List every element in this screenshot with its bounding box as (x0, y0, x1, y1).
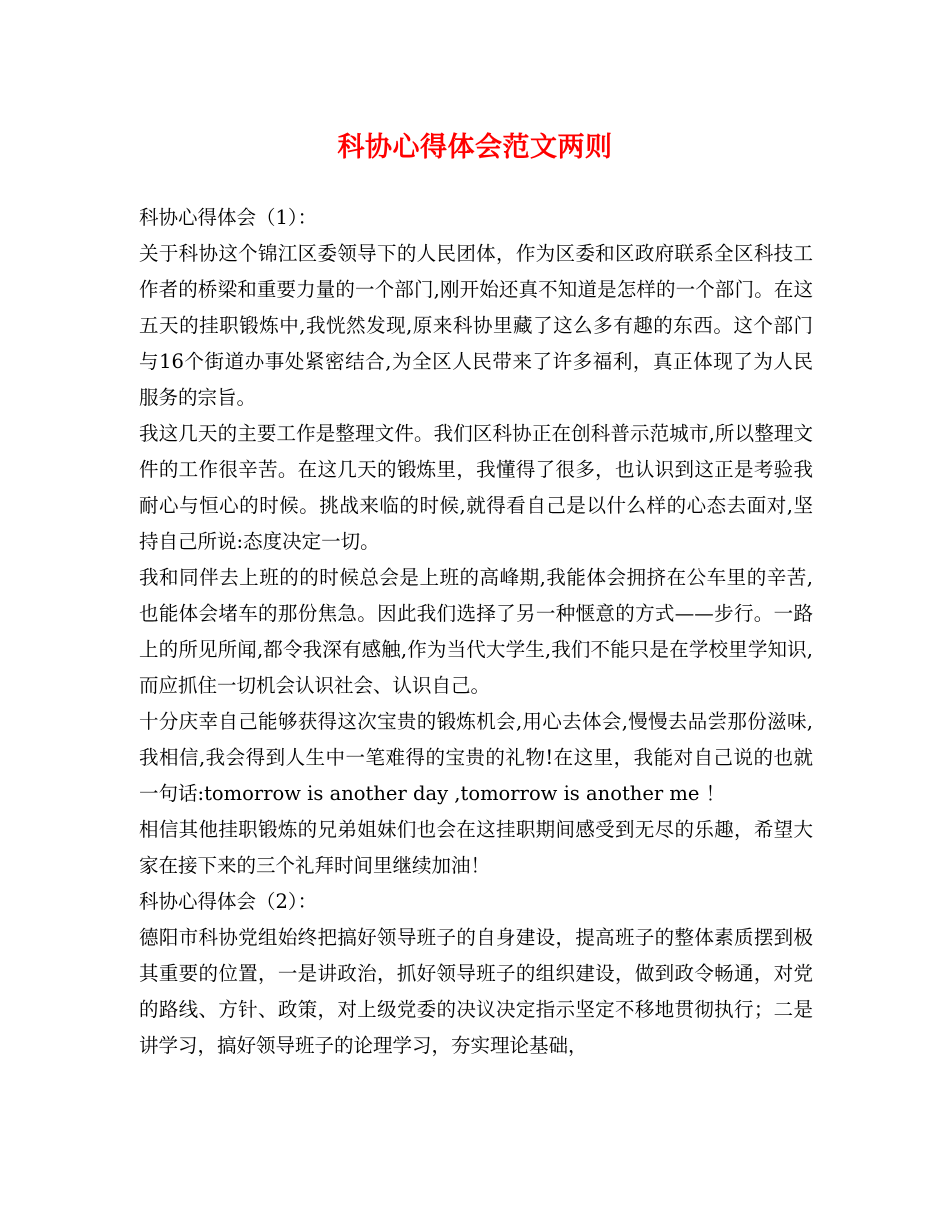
document-body (139, 200, 813, 1064)
paragraph: 我这几天的主要工作是整理文件。我们区科协正在创科普示范城市,所以整理文件的工作很辛苦。在这几天的锻炼里，我懂得了很多，也认识到这正是考验我耐心与恒心的时候。挑战来临的时候,就得看自己是以什么样的心态去面对,坚持自己所说:态度决定一切。 (139, 422, 813, 553)
paragraph: 我和同伴去上班的的时候总会是上班的高峰期,我能体会拥挤在公车里的辛苦,也能体会堵车的那份焦急。因此我们选择了另一种惬意的方式——步行。一路上的所见所闻,都令我深有感触,作为当代大学生,我们不能只是在学校里学知识,而应抓住一切机会认识社会、认识自己。 (139, 566, 813, 697)
paragraph: 德阳市科协党组始终把搞好领导班子的自身建设，提高班子的整体素质摆到极其重要的位置，一是讲政治，抓好领导班子的组织建设，做到政令畅通，对党的路线、方针、政策，对上级党委的决议决定指示坚定不移地贯彻执行；二是讲学习，搞好领导班子的论理学习，夯实理论基础， (139, 926, 813, 1057)
paragraph: 相信其他挂职锻炼的兄弟姐妹们也会在这挂职期间感受到无尽的乐趣，希望大家在接下来的三个礼拜时间里继续加油！ (139, 818, 813, 877)
heading-part-1: 科协心得体会（1）： (139, 206, 318, 229)
document-title: 科协心得体会范文两则 (337, 132, 613, 163)
heading-part-2: 科协心得体会（2）： (139, 890, 318, 913)
paragraph: 关于科协这个锦江区委领导下的人民团体，作为区委和区政府联系全区科技工作者的桥梁和重要力量的一个部门,刚开始还真不知道是怎样的一个部门。在这五天的挂职锻炼中,我恍然发现,原来科协里藏了这么多有趣的东西。这个部门与16个街道办事处紧密结合,为全区人民带来了许多福利，真正体现了为人民服务的宗旨。 (139, 242, 813, 409)
paragraph: 十分庆幸自己能够获得这次宝贵的锻炼机会,用心去体会,慢慢去品尝那份滋味,我相信,我会得到人生中一笔难得的宝贵的礼物!在这里，我能对自己说的也就一句话:tomorrow is another day ,tomorrow is another me ！ (139, 710, 813, 805)
